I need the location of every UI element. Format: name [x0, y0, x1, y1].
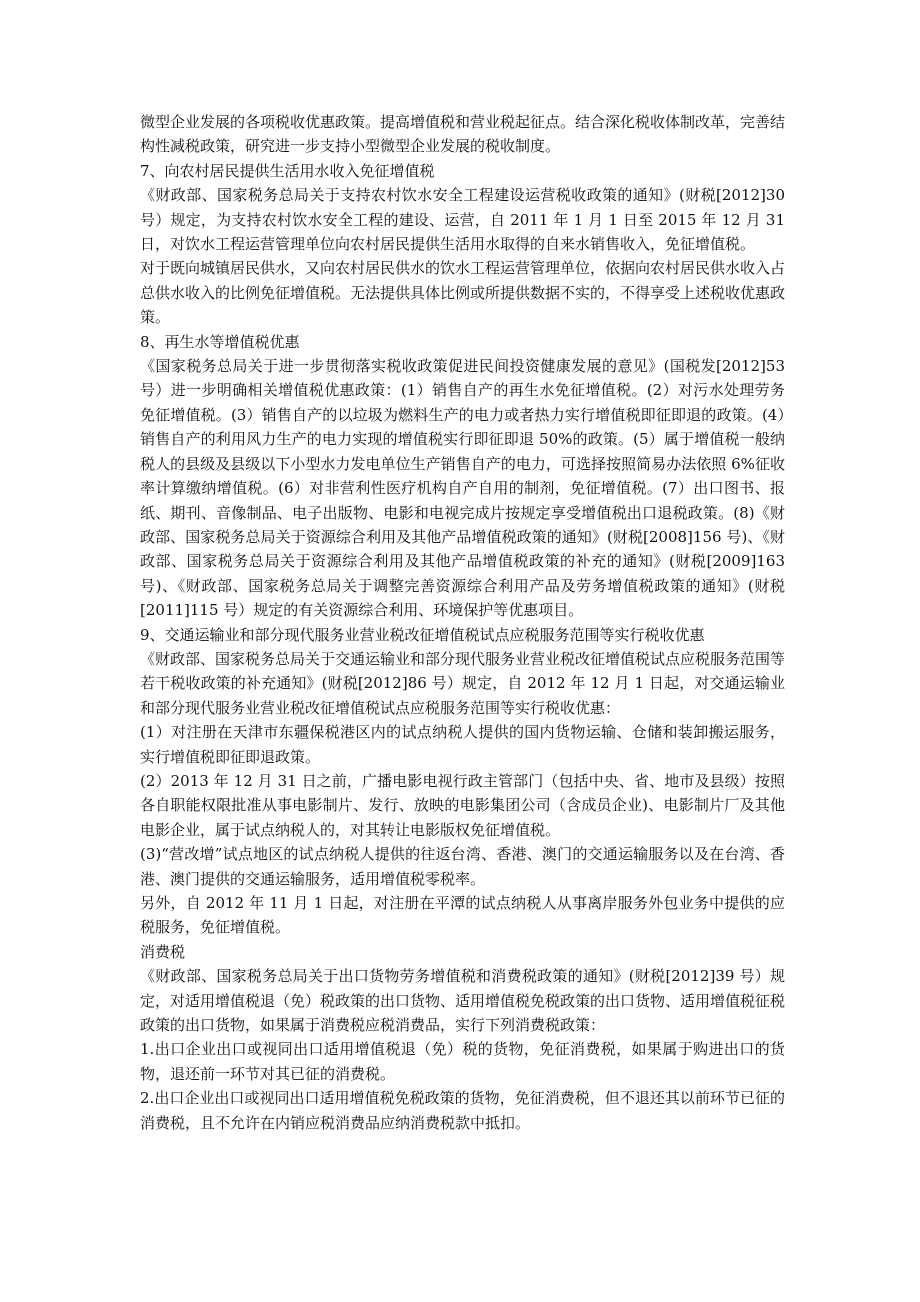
heading-transport-services: 9、交通运输业和部分现代服务业营业税改征增值税试点应税服务范围等实行税收优惠 [140, 625, 705, 644]
list-item-refund: 1.出口企业出口或视同出口适用增值税退（免）税的货物，免征消费税，如果属于购进出口的货物，退还前一环节对其已征的消费税。 [140, 1040, 785, 1083]
paragraph-intro-continuation: 微型企业发展的各项税收优惠政策。提高增值税和营业税起征点。结合深化税收体制改革，完善结构性减税政策，研究进一步支持小型微型企业发展的税收制度。 [140, 113, 786, 156]
heading-consumption-tax: 消费税 [140, 942, 186, 961]
list-item-exempt: 2.出口企业出口或视同出口适用增值税免税政策的货物，免征消费税，但不退还其以前环节已征的消费税，且不允许在内销应税消费品应纳消费税款中抵扣。 [140, 1089, 785, 1132]
paragraph-consumption-notice: 《财政部、国家税务总局关于出口货物劳务增值税和消费税政策的通知》(财税[2012]39 号）规定，对适用增值税退（免）税政策的出口货物、适用增值税免税政策的出口货物、适用增值税征税政策的出口货物，如果属于消费税应税消费品，实行下列消费税政策： [140, 967, 786, 1035]
heading-recycled-water: 8、再生水等增值税优惠 [140, 332, 300, 351]
paragraph-transport-notice: 《财政部、国家税务总局关于交通运输业和部分现代服务业营业税改征增值税试点应税服务范围等若干税收政策的补充通知》(财税[2012]86 号）规定，自 2012 年 12 月 1 日起，对交通运输业和部分现代服务业营业税改征增值税试点应税服务范围等实行税收优惠： [140, 649, 786, 717]
heading-rural-water: 7、向农村居民提供生活用水收入免征增值税 [140, 161, 435, 180]
list-item-film: (2）2013 年 12 月 31 日之前，广播电影电视行政主管部门（包括中央、省、地市及县级）按照各自职能权限批准从事电影制片、发行、放映的电影集团公司（含成员企业)、电影制片厂及其他电影企业，属于试点纳税人的，对其转让电影版权免征增值税。 [140, 771, 785, 839]
paragraph-rural-water-ratio: 对于既向城镇居民供水，又向农村居民供水的饮水工程运营管理单位，依据向农村居民供水收入占总供水收入的比例免征增值税。无法提供具体比例或所提供数据不实的，不得享受上述税收优惠政策。 [140, 259, 786, 327]
paragraph-rural-water-notice: 《财政部、国家税务总局关于支持农村饮水安全工程建设运营税收政策的通知》(财税[2012]30 号）规定，为支持农村饮水安全工程的建设、运营，自 2011 年 1 月 1 日至 2015 年 12 月 31 日，对饮水工程运营管理单位向农村居民提供生活用水取得的自来水销售收入，免征增值税。 [140, 186, 785, 254]
document-body [140, 110, 785, 1135]
paragraph-pingtan: 另外，自 2012 年 11 月 1 日起，对注册在平潭的试点纳税人从事离岸服务外包业务中提供的应税服务，免征增值税。 [140, 894, 785, 937]
list-item-tianjin: (1）对注册在天津市东疆保税港区内的试点纳税人提供的国内货物运输、仓储和装卸搬运服务，实行增值税即征即退政策。 [140, 723, 785, 766]
paragraph-recycled-water-policies: 《国家税务总局关于进一步贯彻落实税收政策促进民间投资健康发展的意见》(国税发[2012]53 号）进一步明确相关增值税优惠政策：(1）销售自产的再生水免征增值税。(2）对污水处理劳务免征增值税。(3）销售自产的以垃圾为燃料生产的电力或者热力实行增值税即征即退的政策。(4）销售自产的利用风力生产的电力实现的增值税实行即征即退 50%的政策。(5）属于增值税一般纳税人的县级及县级以下小型水力发电单位生产销售自产的电力，可选择按照简易办法依照 6%征收率计算缴纳增值税。(6）对非营利性医疗机构自产自用的制剂，免征增值税。(7）出口图书、报纸、期刊、音像制品、电子出版物、电影和电视完成片按规定享受增值税出口退税政策。(8)《财政部、国家税务总局关于资源综合利用及其他产品增值税政策的通知》(财税[2008]156 号)、《财政部、国家税务总局关于资源综合利用及其他产品增值税政策的补充的通知》(财税[2009]163 号)、《财政部、国家税务总局关于调整完善资源综合利用产品及劳务增值税政策的通知》(财税[2011]115 号）规定的有关资源综合利用、环境保护等优惠项目。 [140, 357, 785, 620]
list-item-zero-rate: (3)“营改增”试点地区的试点纳税人提供的往返台湾、香港、澳门的交通运输服务以及在台湾、香港、澳门提供的交通运输服务，适用增值税零税率。 [140, 845, 785, 888]
